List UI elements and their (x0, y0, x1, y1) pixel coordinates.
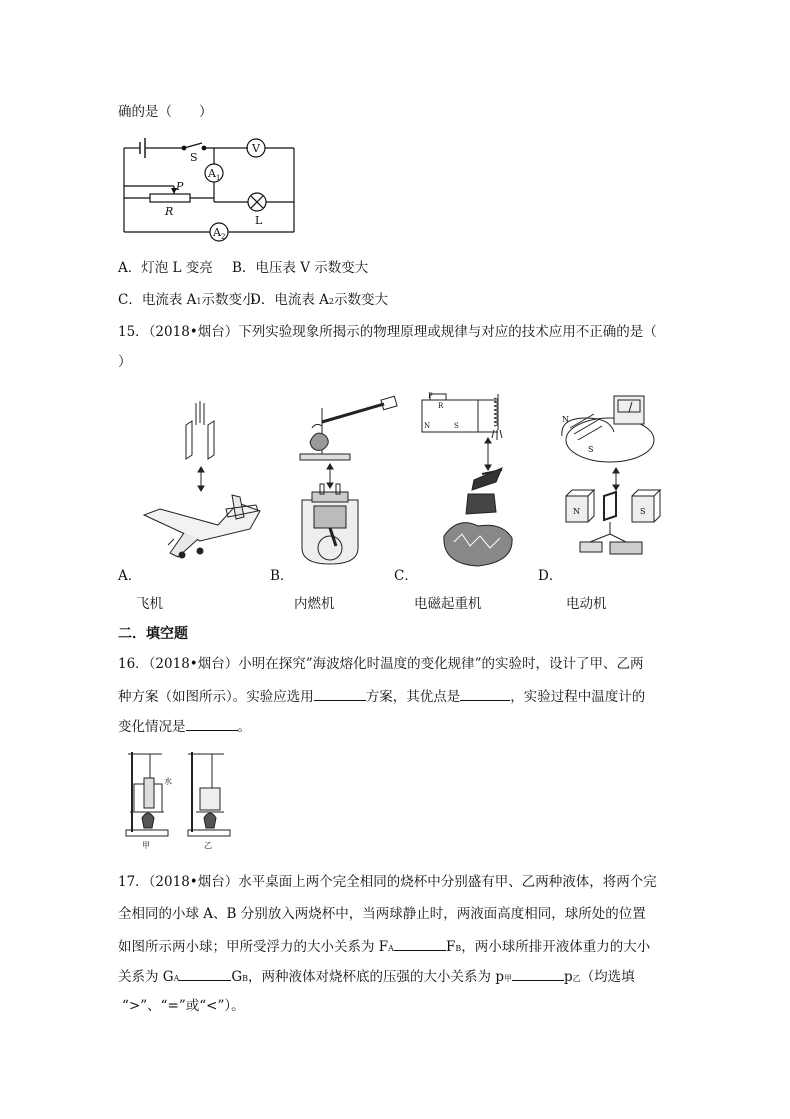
q14-label-r: R (165, 205, 174, 218)
q14-circuit-diagram (118, 132, 300, 250)
q14-option-d: D．电流表 A2示数变大 (250, 292, 388, 308)
q15-option-c-letter: C． (394, 568, 418, 584)
q14-option-a: A．灯泡 L 变亮 (118, 260, 213, 276)
q17-stem-line1: 17．（2018•烟台）水平桌面上两个完全相同的烧杯中分别盛有甲、乙两种液体，将两个完 (118, 874, 657, 890)
q15-option-d-letter: D． (538, 568, 563, 584)
q15-d-label-s2: S (640, 507, 646, 516)
q14-option-c: C．电流表 A1示数变小 (118, 292, 256, 308)
q16-blank-2[interactable] (460, 686, 510, 701)
q15-c-label-r: R (438, 402, 444, 410)
q15-figure-c-electromagnet-crane (418, 386, 528, 572)
q15-figure-d-motor (556, 392, 666, 572)
q14-label-v: V (252, 142, 260, 155)
q17-stem-line2: 全相同的小球 A、B 分别放入两烧杯中，当两球静止时，两液面高度相同，球所处的位置 (118, 906, 646, 922)
q15-d-label-n2: N (573, 507, 580, 516)
q14-label-a1-sub: 1 (216, 174, 221, 182)
q14-label-l: L (255, 214, 263, 227)
q15-option-b-letter: B． (270, 568, 294, 584)
q16-blank-3[interactable] (186, 716, 238, 731)
q16-stem-line3: 变化情况是 。 (118, 716, 251, 737)
q15-figure-b-engine (292, 388, 412, 570)
q15-option-d-caption: 电动机 (566, 596, 607, 612)
q15-c-label-n: N (424, 422, 431, 430)
q16-label-yi: 乙 (204, 841, 212, 850)
q15-c-label-s: S (454, 422, 459, 430)
q14-option-b: B．电压表 V 示数变大 (232, 260, 369, 276)
q14-label-p: P (176, 180, 184, 193)
q17-blank-3[interactable] (512, 966, 564, 981)
q15-c-label-p: P (428, 392, 433, 400)
q15-stem-line1: 15．（2018•烟台）下列实验现象所揭示的物理原理或规律与对应的技术应用不正确的是（ (118, 324, 657, 340)
q14-stem-tail: 确的是（ ） (118, 104, 213, 120)
q16-label-water: 水 (164, 777, 172, 786)
q17-blank-2[interactable] (179, 966, 231, 981)
q16-stem-line2: 种方案（如图所示）。实验应选用 方案，其优点是 ，实验过程中温度计的 (118, 686, 645, 707)
q16-blank-1[interactable] (314, 686, 366, 701)
q15-d-label-s: S (588, 445, 594, 454)
q16-stem-line1: 16．（2018•烟台）小明在探究”海波熔化时温度的变化规律”的实验时，设计了甲、乙两 (118, 656, 644, 672)
q15-stem-line2: ） (118, 354, 132, 370)
q17-stem-line3: 如图所示两小球；甲所受浮力的大小关系为 FA FB，两小球所排开液体重力的大小 (118, 936, 650, 959)
q15-option-b-caption: 内燃机 (294, 596, 335, 612)
q14-label-a2: A (213, 226, 221, 239)
q17-stem-line4: 关系为 GA GB，两种液体对烧杯底的压强的大小关系为 p甲 p乙（均选填 (118, 966, 635, 989)
q14-label-a1: A (208, 167, 216, 180)
q15-option-a-caption: 飞机 (136, 596, 163, 612)
q17-blank-1[interactable] (394, 936, 446, 951)
q15-option-a-letter: A． (118, 568, 142, 584)
q14-label-a2-sub: 2 (221, 233, 226, 241)
q17-stem-line5: “>”、“=”或“<”）。 (122, 998, 245, 1014)
section-title: 二．填空题 (118, 626, 188, 642)
q16-label-jia: 甲 (142, 841, 150, 850)
q14-label-s: S (190, 151, 198, 164)
q15-d-label-n: N (562, 415, 569, 424)
q15-option-c-caption: 电磁起重机 (414, 596, 482, 612)
q16-apparatus-figure (118, 748, 238, 852)
q15-figure-a-airplane (140, 395, 270, 570)
